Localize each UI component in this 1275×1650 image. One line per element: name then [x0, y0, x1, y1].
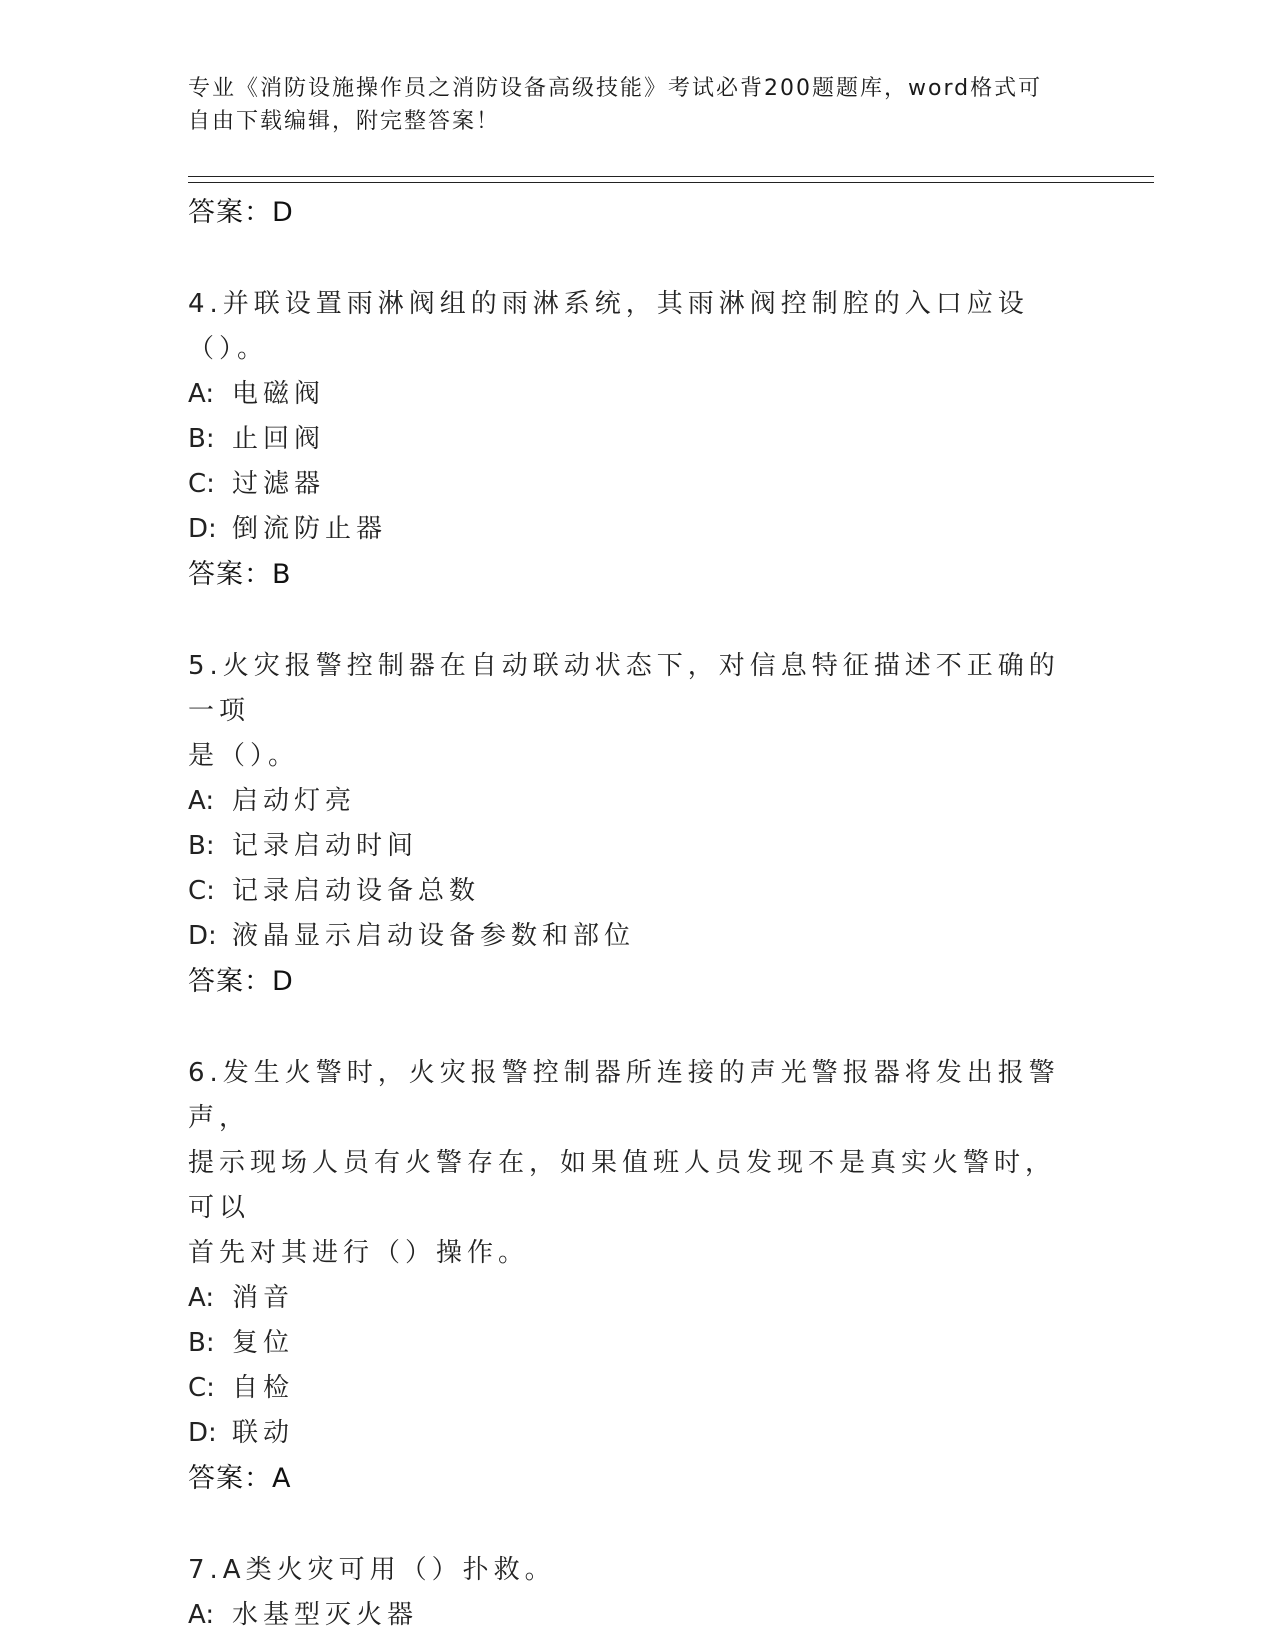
header-rule-top	[188, 176, 1154, 177]
option-label: C:	[188, 1373, 215, 1403]
question-text: 是（）。	[188, 741, 300, 771]
header-line-1: 专业《消防设施操作员之消防设备高级技能》考试必背200题题库，word格式可	[188, 76, 1043, 101]
option-item	[188, 1276, 1068, 1321]
answer-text: 答案：A	[188, 1463, 292, 1494]
option-text: 倒流防止器	[232, 514, 388, 544]
question-text: 5.火灾报警控制器在自动联动状态下，对信息特征描述不正确的一项	[188, 651, 1060, 726]
question-text: 7.A类火灾可用（）扑救。	[188, 1555, 556, 1585]
header-line-2: 自由下载编辑，附完整答案！	[188, 109, 501, 134]
option-text: 止回阀	[232, 424, 326, 454]
question-text: 首先对其进行（）操作。	[188, 1238, 530, 1268]
option-label: A:	[188, 379, 215, 409]
header-rule-bottom	[188, 182, 1154, 183]
question-block	[188, 1051, 1068, 1502]
option-item	[188, 507, 1068, 552]
option-label: B:	[188, 1328, 215, 1358]
option-text: 自检	[232, 1373, 295, 1403]
option-item	[188, 1366, 1068, 1411]
option-item	[188, 417, 1068, 462]
option-item	[188, 1411, 1068, 1456]
option-text: 记录启动时间	[232, 831, 419, 861]
option-text: 水基型灭火器	[232, 1600, 419, 1630]
document-header	[188, 72, 1068, 138]
option-text: 消音	[232, 1283, 295, 1313]
question-list	[188, 190, 1068, 1638]
question-text: 6.发生火警时，火灾报警控制器所连接的声光警报器将发出报警声，	[188, 1058, 1060, 1133]
option-label: D:	[188, 1418, 217, 1448]
question-block	[188, 282, 1068, 598]
question-block	[188, 1548, 1068, 1638]
question-text: 提示现场人员有火警存在，如果值班人员发现不是真实火警时，可以	[188, 1148, 1057, 1223]
option-label: B:	[188, 831, 215, 861]
option-item	[188, 1593, 1068, 1638]
answer-text: 答案：B	[188, 559, 292, 590]
option-label: A:	[188, 786, 215, 816]
option-label: B:	[188, 424, 215, 454]
option-label: C:	[188, 876, 215, 906]
option-label: A:	[188, 1283, 215, 1313]
option-text: 启动灯亮	[232, 786, 357, 816]
option-text: 复位	[232, 1328, 295, 1358]
option-item	[188, 1321, 1068, 1366]
option-item	[188, 462, 1068, 507]
option-label: D:	[188, 514, 217, 544]
option-label: D:	[188, 921, 217, 951]
option-text: 液晶显示启动设备参数和部位	[232, 921, 636, 951]
question-text: 4.并联设置雨淋阀组的雨淋系统，其雨淋阀控制腔的入口应设（）。	[188, 289, 1029, 364]
option-item	[188, 372, 1068, 417]
option-text: 过滤器	[232, 469, 326, 499]
option-text: 记录启动设备总数	[232, 876, 481, 906]
question-block	[188, 644, 1068, 1005]
option-item	[188, 914, 1068, 959]
option-text: 联动	[232, 1418, 295, 1448]
option-item	[188, 869, 1068, 914]
option-item	[188, 779, 1068, 824]
option-label: C:	[188, 469, 215, 499]
option-item	[188, 824, 1068, 869]
option-label: A:	[188, 1600, 215, 1630]
answer-text: 答案：D	[188, 966, 294, 997]
answer-text: 答案：D	[188, 197, 294, 228]
option-text: 电磁阀	[232, 379, 326, 409]
